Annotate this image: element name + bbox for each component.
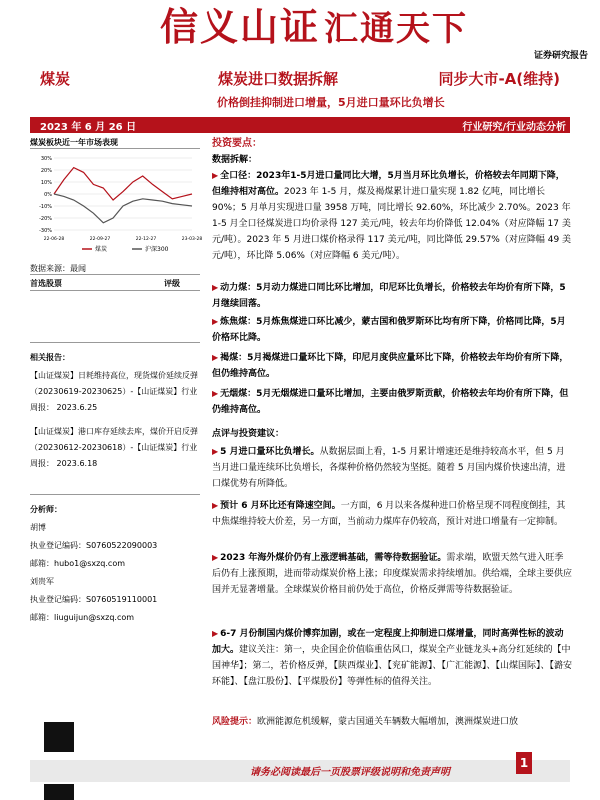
stock-head: [30, 278, 200, 289]
subtitle: 价格倒挂抑制进口增量，5月进口量环比负增长: [217, 96, 445, 109]
risk-paragraph: [212, 714, 572, 730]
bullet-marker: ▶: [212, 283, 219, 292]
series-line-coal: [54, 168, 192, 200]
report-date: 2023 年 6 月 26 日: [40, 122, 137, 133]
paragraph-coking: [212, 314, 572, 346]
x-tick-label: 23-03-28: [181, 237, 203, 242]
analyst-cert: 执业登记编码：S0760522090003: [30, 541, 158, 550]
paragraph-c1: [212, 444, 572, 492]
paragraph-power: [212, 280, 572, 312]
disclaimer[interactable]: 请务必阅读最后一页股票评级说明和免责声明: [250, 767, 450, 778]
x-tick-label: 22-09-27: [89, 237, 111, 242]
y-tick-label: 20%: [40, 168, 52, 174]
analyst-cert: 执业登记编码：S0760519110001: [30, 595, 158, 604]
bullet-marker: ▶: [212, 501, 219, 510]
paragraph-c3: [212, 550, 572, 598]
risk-label: 风险提示：: [212, 717, 258, 727]
data-source: 数据来源：最闻: [30, 264, 86, 273]
paragraph-text: 2023 年 1-5 月，煤及褐煤累计进口量实现 1.82 亿吨，同比增长 90%；5 月单月实现进口量 3958 万吨，同比增长 92.60%，环比减少 2.70%。2023 年 1-5 月全口径煤炭进口均价录得 127 美元/吨，较去年均价降低 12.04%（对应降幅 17 美元/吨）。2023 年 5 月进口煤价格录得 117 美元/吨，同比降低 29.57%（对应降幅 49 美元/吨），环比降 5.06%（对应降幅 6 美元/吨）。: [212, 187, 572, 261]
stock-head-right: 评级: [164, 279, 180, 288]
y-tick-label: -10%: [39, 204, 52, 210]
qr-code: [44, 784, 74, 800]
y-tick-label: -20%: [39, 216, 52, 222]
logo-text-1: 信义山证: [160, 4, 321, 49]
paragraph-c2: [212, 498, 572, 530]
paragraph-bold: 5 月进口量环比负增长。: [220, 447, 320, 457]
divider: [30, 274, 200, 275]
paragraph-c4: [212, 626, 572, 690]
qr-code: [44, 722, 74, 752]
paragraph-bold: 动力煤：5月动力煤进口同比环比增加，印尼环比负增长，价格较去年均价有所下降，5月继续回落。: [212, 283, 566, 309]
performance-chart: [32, 152, 203, 257]
bullet-marker: ▶: [212, 553, 219, 562]
paragraph-text: 建议关注：第一，央企国企价值临重估风口，煤炭全产业链龙头+高分红延续的【中国神华】；第二，若价格反弹，【陕西煤业】、【兖矿能源】、【广汇能源】、【山煤国际】、【潞安环能】、【盘江股份】、【平煤股份】等弹性标的值得关注。: [212, 645, 573, 687]
bullet-marker: ▶: [212, 389, 219, 398]
y-tick-label: 10%: [40, 180, 52, 186]
legend-label: 煤炭: [95, 246, 108, 253]
related-report-2[interactable]: 【山证煤炭】港口库存延续去库，煤价开启反弹（20230612-20230618）-【山证煤炭】行业周报： 2023.6.18: [30, 427, 198, 468]
x-tick-label: 22-12-27: [135, 237, 157, 242]
page-number: 1: [516, 752, 532, 774]
paragraph-bold: 无烟煤：5月无烟煤进口量环比增加，主要由俄罗斯贡献，价格较去年均价有所下降，但仍维持高位。: [212, 389, 569, 415]
paragraph-bold: 炼焦煤：5月炼焦煤进口环比减少，蒙古国和俄罗斯环比均有所下降，价格同比降，5月价格环比降。: [212, 317, 566, 343]
y-tick-label: -30%: [39, 228, 52, 234]
divider: [30, 290, 200, 291]
paragraph-bold: 预计 6 月环比还有降速空间。: [220, 501, 341, 511]
legend-label: 沪深300: [145, 246, 169, 253]
bullet-marker: ▶: [212, 629, 219, 638]
analyst-name: 刘贵军: [30, 577, 54, 586]
stock-head-left: 首选股票: [30, 279, 62, 288]
paragraph-anthracite: [212, 386, 572, 418]
section-heading: 投资要点：: [212, 138, 262, 149]
analyst-title: 分析师：: [30, 505, 62, 514]
paragraph-bold: 6-7 月份制国内煤价博弈加剧，或在一定程度上抑制进口煤增量，同时高弹性标的波动加大。: [212, 629, 564, 655]
paragraph-text: 需求端，欧盟天然气进入旺季后仍有上涨预期，进而带动煤炭价格上涨；印度煤炭需求持续增加。供给端，全球主要供应国并无显著增量。全球煤炭价格目前仍处于高位，价格反弹需等待数据验证。: [212, 553, 573, 595]
bullet-marker: ▶: [212, 317, 219, 326]
paragraph-lignite: [212, 350, 572, 382]
report-category: 行业研究/行业动态分析: [462, 122, 566, 133]
paragraph-text: 从数据层面上看，1-5 月累计增速还是维持较高水平，但 5 月当月进口量连续环比负增长，各煤种价格仍然较为坚挺。随着 5 月国内煤价快速出清，进口煤优势有所降低。: [212, 447, 566, 489]
related-title: 相关报告：: [30, 353, 70, 362]
rating: 同步大市-A(维持): [438, 70, 560, 88]
report-type: 证券研究报告: [533, 51, 588, 61]
x-tick-label: 22-06-28: [43, 237, 65, 242]
paragraph-bold: 全口径：2023年1-5月进口量同比大增，5月当月环比负增长，价格较去年同期下降，但维持相对高位。: [212, 171, 565, 197]
report-title: 煤炭进口数据拆解: [218, 70, 339, 88]
bullet-marker: ▶: [212, 447, 219, 456]
analyst-email[interactable]: 邮箱：liuguijun@sxzq.com: [30, 613, 135, 622]
bullet-marker: ▶: [212, 171, 219, 180]
related-report-1[interactable]: 【山证煤炭】日耗维持高位，现货煤价延续反弹（20230619-20230625）-【山证煤炭】行业周报： 2023.6.25: [30, 371, 198, 412]
logo-text-2: 汇通天下: [324, 9, 469, 49]
perf-title: 煤炭板块近一年市场表现: [30, 137, 200, 149]
sector-name: 煤炭: [40, 70, 71, 88]
analyst-email[interactable]: 邮箱：hubo1@sxzq.com: [30, 559, 126, 568]
analyst-name: 胡博: [30, 523, 46, 532]
risk-text: 欧洲能源危机缓解，蒙古国通关车辆数大幅增加，澳洲煤炭进口放: [257, 717, 519, 727]
comment-heading: 点评与投资建议：: [212, 429, 285, 439]
bullet-marker: ▶: [212, 353, 219, 362]
divider: [30, 494, 200, 495]
paragraph-bold: 2023 年海外煤价仍有上涨逻辑基础，需等待数据验证。: [220, 553, 447, 563]
data-heading: 数据拆解：: [212, 155, 258, 165]
divider: [30, 342, 200, 343]
paragraph-bold: 褐煤：5月褐煤进口量环比下降，印尼月度供应量环比下降，价格较去年均价有所下降，但仍维持高位。: [212, 353, 569, 379]
y-tick-label: 0%: [44, 192, 52, 198]
company-logo: [160, 0, 468, 51]
y-tick-label: 30%: [40, 156, 52, 162]
paragraph-total: [212, 168, 572, 264]
paragraph-text: 一方面，6 月以来各煤种进口价格呈现不同程度倒挂，其中焦煤维持较大价差，另一方面，当前动力煤库存仍较高，预计对进口增量有一定抑制。: [212, 501, 566, 527]
